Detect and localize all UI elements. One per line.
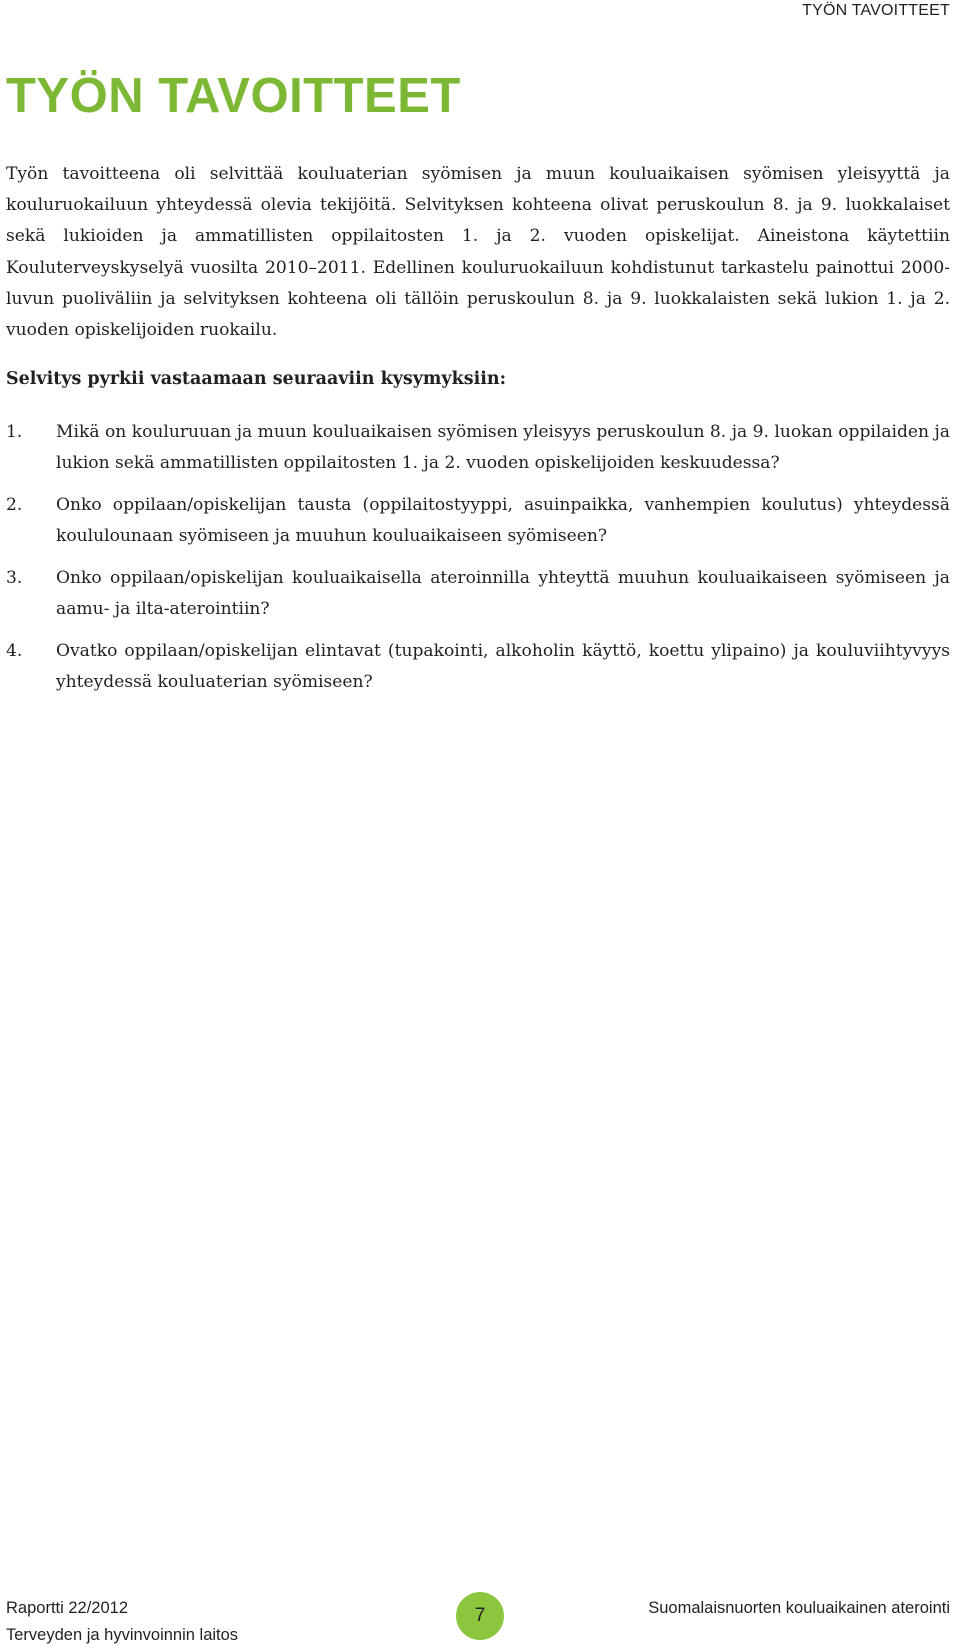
institution-name: Terveyden ja hyvinvoinnin laitos [6,1626,239,1644]
running-head: TYÖN TAVOITTEET [802,2,950,19]
question-item [6,636,950,698]
questions-heading: Selvitys pyrkii vastaamaan seuraaviin kysymyksiin: [6,369,507,389]
page-number-badge: 7 [456,1592,504,1640]
question-list [6,417,950,709]
intro-paragraph: Työn tavoitteena oli selvittää kouluaterian syömisen ja muun kouluaikaisen syömisen yleisyyttä ja kouluruokailuun yhteydessä olevia tekijöitä. Selvityksen kohteena olivat peruskoulun 8. ja 9. luokkalaiset sekä lukioiden ja ammatillisten oppilaitosten 1. ja 2. vuoden opiskelijat. Aineistona käytettiin Kouluterveyskyselyä vuosilta 2010–2011. Edellinen kouluruokailuun kohdistunut tarkastelu painottui 2000-luvun puoliväliin ja selvityksen kohteena oli tällöin peruskoulun 8. ja 9. luokkalaisten sekä lukion 1. ja 2. vuoden opiskelijoiden ruokailu. [6,164,950,341]
publication-title: Suomalaisnuorten kouluaikainen aterointi [648,1599,950,1617]
question-item [6,563,950,625]
question-text: Onko oppilaan/opiskelijan kouluaikaisella ateroinnilla yhteyttä muuhun kouluaikaiseen syömiseen ja aamu- ja ilta-aterointiin? [56,568,950,619]
report-number: Raportti 22/2012 [6,1599,129,1617]
question-number: 3. [6,568,23,588]
question-text: Onko oppilaan/opiskelijan tausta (oppilaitostyyppi, asuinpaikka, vanhempien koulutus) yhteydessä koululounaan syömiseen ja muuhun kouluaikaiseen syömiseen? [56,495,950,546]
question-text: Ovatko oppilaan/opiskelijan elintavat (tupakointi, alkoholin käyttö, koettu ylipaino) ja kouluviihtyvyys yhteydessä kouluaterian syömiseen? [56,641,950,692]
question-number: 4. [6,641,23,661]
question-item [6,417,950,479]
question-item [6,490,950,552]
page-title: TYÖN TAVOITTEET [6,69,461,123]
question-number: 2. [6,495,23,515]
question-text: Mikä on kouluruuan ja muun kouluaikaisen syömisen yleisyys peruskoulun 8. ja 9. luokan oppilaiden ja lukion sekä ammatillisten oppilaitosten 1. ja 2. vuoden opiskelijoiden keskuudessa? [56,422,950,473]
footer-left [6,1595,238,1649]
question-number: 1. [6,422,23,442]
